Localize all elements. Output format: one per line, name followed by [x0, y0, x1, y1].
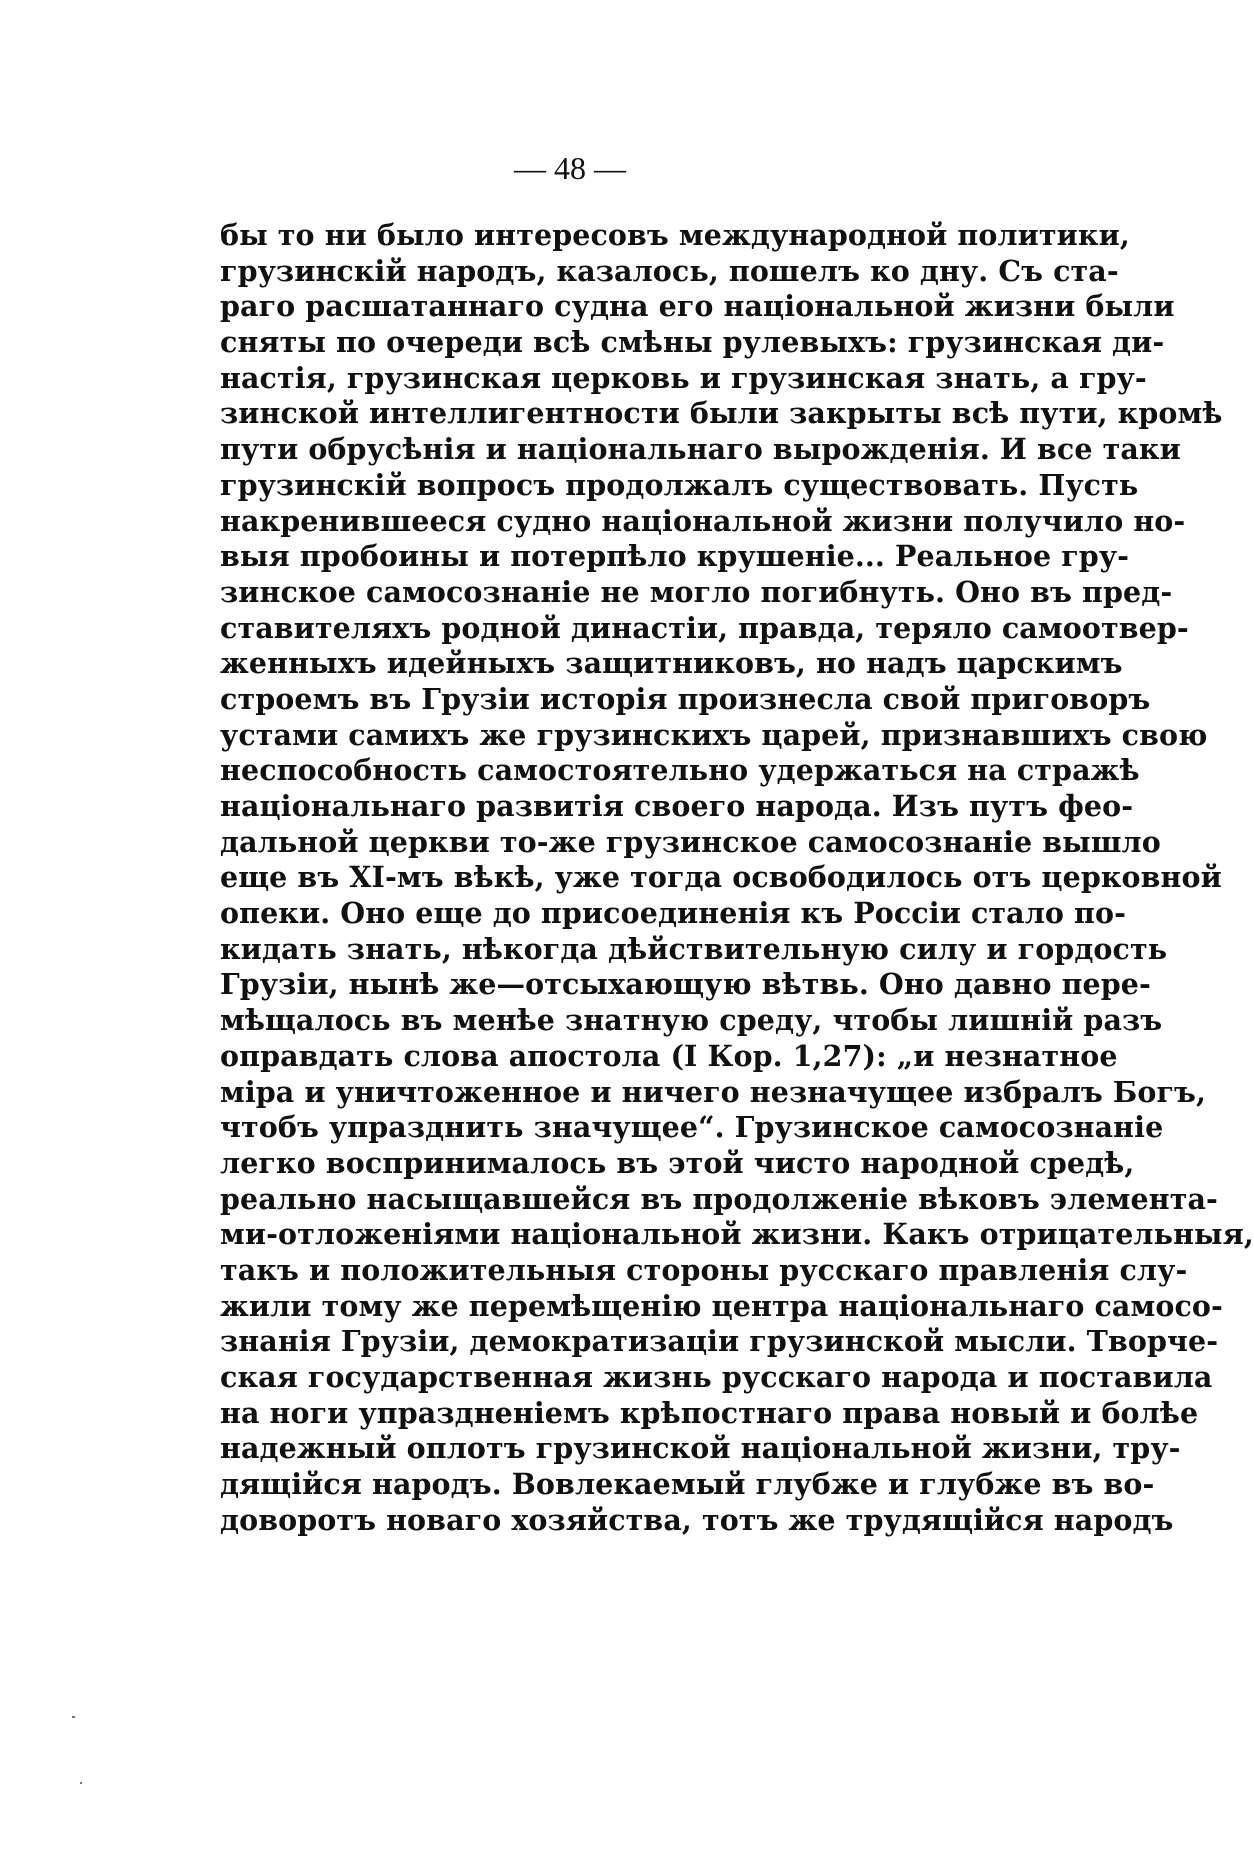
- text-line-25: міра и уничтоженное и ничего незначущее избралъ Богъ,: [220, 1074, 1207, 1109]
- text-line-5: настія, грузинская церковь и грузинская знать, а гру-: [220, 360, 1147, 395]
- text-line-8: грузинскій вопросъ продолжалъ существовать. Пусть: [220, 467, 1139, 502]
- text-line-33: ская государственная жизнь русскаго народа и поставила: [220, 1360, 1213, 1394]
- text-line-14: строемъ въ Грузіи исторія произнесла свой приговоръ: [220, 681, 1151, 716]
- text-line-7: пути обрусѣнія и національнаго вырожденія. И все таки: [220, 432, 1181, 467]
- text-line-2: грузинскій народъ, казалось, пошелъ ко дну. Съ ста-: [220, 253, 1119, 288]
- text-line-26: чтобъ упразднить значущее“. Грузинское самосознаніе: [220, 1110, 1164, 1145]
- scan-speck: [80, 1782, 82, 1784]
- text-line-1: бы то ни было интересовъ международной политики,: [220, 218, 1130, 252]
- text-line-6: зинской интеллигентности были закрыты всѣ пути, кромѣ: [220, 396, 1223, 431]
- text-line-29: ми-отложеніями національной жизни. Какъ отрицательныя,: [220, 1217, 1254, 1252]
- page-number: — 48 —: [514, 150, 626, 186]
- text-line-37: доворотъ новаго хозяйства, тотъ же трудящійся народъ: [220, 1502, 1174, 1537]
- text-line-31: жили тому же перемѣщенію центра національнаго самосо-: [220, 1288, 1223, 1323]
- text-line-4: сняты по очереди всѣ смѣны рулевыхъ: грузинская ди-: [220, 325, 1165, 360]
- text-line-35: надежный оплотъ грузинской національной жизни, тру-: [220, 1431, 1181, 1466]
- text-line-13: женныхъ идейныхъ защитниковъ, но надъ царскимъ: [220, 646, 1123, 681]
- text-line-28: реально насыщавшейся въ продолженіе вѣковъ элемента-: [220, 1181, 1218, 1216]
- text-line-12: ставителяхъ родной династіи, правда, теряло самоотвер-: [220, 610, 1189, 645]
- text-line-10: выя пробоины и потерпѣло крушеніе... Реальное гру-: [220, 539, 1130, 574]
- text-line-34: на ноги упраздненіемъ крѣпостнаго права новый и болѣе: [220, 1395, 1199, 1430]
- text-line-21: кидать знать, нѣкогда дѣйствительную силу и гордость: [220, 931, 1168, 966]
- text-line-23: мѣщалось въ менѣе знатную среду, чтобы лишній разъ: [220, 1003, 1163, 1038]
- text-line-3: раго расшатаннаго судна его національной жизни были: [220, 289, 1175, 324]
- body-text: [220, 218, 1254, 1538]
- text-line-16: неспособность самостоятельно удержаться на стражѣ: [220, 753, 1140, 788]
- text-line-11: зинское самосознаніе не могло погибнуть. Оно въ пред-: [220, 574, 1173, 609]
- text-line-32: знанія Грузіи, демократизаціи грузинской мысли. Творче-: [220, 1324, 1219, 1359]
- text-line-24: оправдать слова апостола (I Кор. 1,27): „и незнатное: [220, 1038, 1118, 1073]
- text-line-36: дящійся народъ. Вовлекаемый глубже и глубже въ во-: [220, 1467, 1155, 1502]
- text-line-19: еще въ XI-мъ вѣкѣ, уже тогда освободилось отъ церковной: [220, 860, 1222, 895]
- text-line-30: такъ и положительныя стороны русскаго правленія слу-: [220, 1252, 1188, 1287]
- scan-speck: [72, 1716, 75, 1718]
- text-line-15: устами самихъ же грузинскихъ царей, признавшихъ свою: [220, 717, 1208, 752]
- text-line-18: дальной церкви то-же грузинское самосознаніе вышло: [220, 824, 1161, 859]
- text-line-17: національнаго развитія своего народа. Изъ путъ фео-: [220, 789, 1134, 823]
- text-line-9: накренившееся судно національной жизни получило но-: [220, 503, 1186, 538]
- text-line-27: легко воспринималось въ этой чисто народной средѣ,: [220, 1145, 1135, 1180]
- text-line-20: опеки. Оно еще до присоединенія къ Россіи стало по-: [220, 896, 1127, 931]
- text-line-22: Грузіи, нынѣ же—отсыхающую вѣтвь. Оно давно пере-: [220, 967, 1151, 1002]
